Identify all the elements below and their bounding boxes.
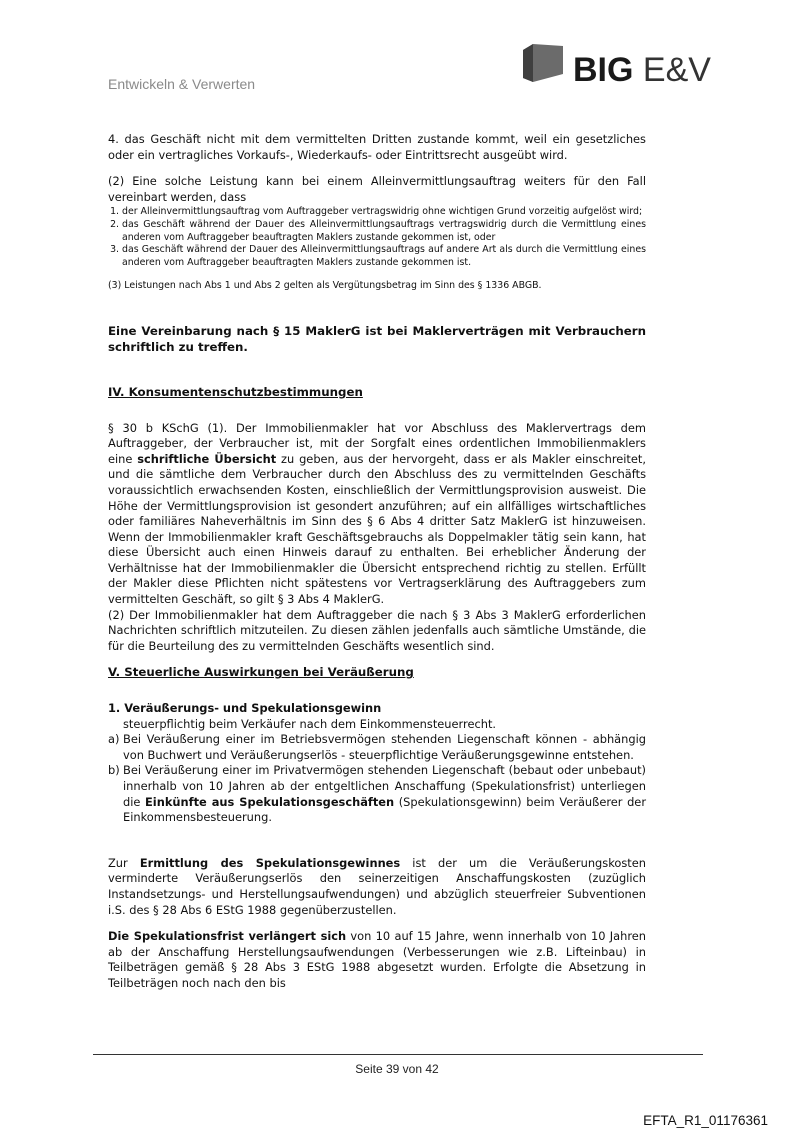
paragraph: steuerpflichtig beim Verkäufer nach dem Einkommensteuerrecht. <box>123 716 497 731</box>
section-heading: IV. Konsumentenschutzbestimmungen <box>108 384 363 399</box>
paragraph <box>108 929 646 991</box>
text-run: Bei Veräußerung einer im Privatvermögen stehenden Liegenschaft (bebaut oder unbebaut) innerhalb von 10 Jahren ab der entgeltlichen Anschaffung (Spekulationsfrist) unterliegen die <box>123 763 646 809</box>
logo-mark-icon <box>519 44 563 84</box>
document-id: EFTA_R1_01176361 <box>643 1113 768 1128</box>
company-logo <box>519 44 709 92</box>
bold-text: Ermittlung des Spekulationsgewinnes <box>139 855 401 870</box>
page-number: Seite 39 von 42 <box>355 1062 439 1076</box>
header-subtitle: Entwickeln & Verwerten <box>108 76 256 92</box>
text-run: § 30 b KSchG (1). Der Immobilienmakler hat vor Abschluss des Maklervertrags dem Auftraggeber, der Verbraucher ist, mit der Sorgfalt eines ordentlichen Immobilienmaklers eine <box>108 420 646 466</box>
text-run: von 10 auf 15 Jahre, wenn innerhalb von 10 Jahren ab der Anschaffung Herstellungsaufwendungen (Verbesserungen wie z.B. Lifteinbau) in Teilbeträgen gemäß § 28 Abs 3 EStG 1988 abgesetzt wurden. Erfolgte die Absetzung in Teilbeträgen noch nach den bis <box>108 929 647 990</box>
document-body <box>108 132 646 992</box>
section-heading: V. Steuerliche Auswirkungen bei Veräußerung <box>108 665 414 680</box>
paragraph: 4. das Geschäft nicht mit dem vermittelten Dritten zustande kommt, weil ein gesetzliches oder ein vertragliches Vorkaufs-, Wiederkaufs- oder Eintrittsrecht ausgeübt wird. <box>108 132 646 162</box>
list-label: b) <box>108 763 120 778</box>
list-label: a) <box>108 732 120 747</box>
text-run: (Spekulationsgewinn) beim Veräußerer der Einkommensbesteuerung. <box>123 794 647 825</box>
logo-thin-text: E&V <box>642 51 711 89</box>
text-run: Bei Veräußerung einer im Betriebsvermögen stehenden Liegenschaft können - abhängig von Buchwert und Veräußerungserlös - steuerpflichtige Veräußerungsgewinne entstehen. <box>123 732 646 762</box>
bold-statement: Eine Vereinbarung nach § 15 MaklerG ist bei Maklerverträgen mit Verbrauchern schriftlich zu treffen. <box>108 323 646 354</box>
paragraph: (2) Der Immobilienmakler hat dem Auftraggeber die nach § 3 Abs 3 MaklerG erforderlichen Nachrichten schriftlich mitzuteilen. Zu diesen zählen jedenfalls auch sämtliche Umstände, die für die Beurteilung des zu vermittelnden Geschäfts wesentlich sind. <box>108 607 646 653</box>
bold-text: Einkünfte aus Spekulationsgeschäften <box>145 794 395 809</box>
lettered-list <box>108 732 646 826</box>
list-item <box>108 763 646 825</box>
list-item: 1. der Alleinvermittlungsauftrag vom Auftraggeber vertragswidrig ohne wichtigen Grund vorzeitig aufgelöst wird; <box>122 206 646 219</box>
paragraph <box>108 421 646 608</box>
text-run: ist der um die Veräußerungskosten verminderte Veräußerungserlös den seinerzeitigen Anschaffungskosten (zuzüglich Instandsetzungs- und Herstellungsaufwendungen) und abzüglich steuerfreier Subventionen i.S. des § 28 Abs 6 EStG 1988 gegenüberzustellen. <box>108 855 646 917</box>
footer-divider <box>93 1054 703 1055</box>
list-item <box>108 732 646 763</box>
text-run: Zur <box>108 855 140 870</box>
numbered-list <box>108 206 646 269</box>
bold-text: Die Spekulationsfrist verlängert sich <box>108 929 347 944</box>
text-run: zu geben, aus der hervorgeht, dass er als Makler einschreitet, und die sämtliche dem Verbraucher durch den Abschluss des zu vermittelnden Geschäfts voraussichtlich erwachsenden Kosten, einschließlich der Vermittlungsprovision ausweist. Die Höhe der Vermittlungsprovision ist gesondert anzuführen; auf ein allfälliges wirtschaftliches oder familiäres Naheverhältnis im Sinn des § 6 Abs 4 dritter Satz MaklerG ist hinzuweisen. Wenn der Immobilienmakler kraft Geschäftsgebrauchs als Doppelmakler tätig sein kann, hat diese Übersicht auch einen Hinweis darauf zu enthalten. Bei erheblicher Änderung der Verhältnisse hat der Immobilienmakler die Übersicht entsprechend richtig zu stellen. Erfüllt der Makler diese Pflichten nicht spätestens vor Vertragserklärung des Auftraggebers zum vermittelten Geschäft, so gilt § 3 Abs 4 MaklerG. <box>108 451 646 607</box>
paragraph: (2) Eine solche Leistung kann bei einem Alleinvermittlungsauftrag weiters für den Fall vereinbart werden, dass <box>108 174 646 204</box>
logo-bold-text: BIG <box>573 51 634 89</box>
subheading: 1. Veräußerungs- und Spekulationsgewinn <box>108 701 382 716</box>
list-item: 2. das Geschäft während der Dauer des Alleinvermittlungsauftrags vertragswidrig durch die Vermittlung eines anderen vom Auftraggeber beauftragten Maklers zustande gekommen ist, oder <box>122 219 646 244</box>
paragraph <box>108 856 646 918</box>
paragraph: (3) Leistungen nach Abs 1 und Abs 2 gelten als Vergütungsbetrag im Sinn des § 1336 ABGB. <box>108 280 542 292</box>
logo-wordmark <box>573 52 711 88</box>
bold-text: schriftliche Übersicht <box>137 451 277 466</box>
list-item: 3. das Geschäft während der Dauer des Alleinvermittlungsauftrags auf andere Art als durch die Vermittlung eines anderen vom Auftraggeber beauftragten Maklers zustande gekommen ist. <box>122 244 646 269</box>
